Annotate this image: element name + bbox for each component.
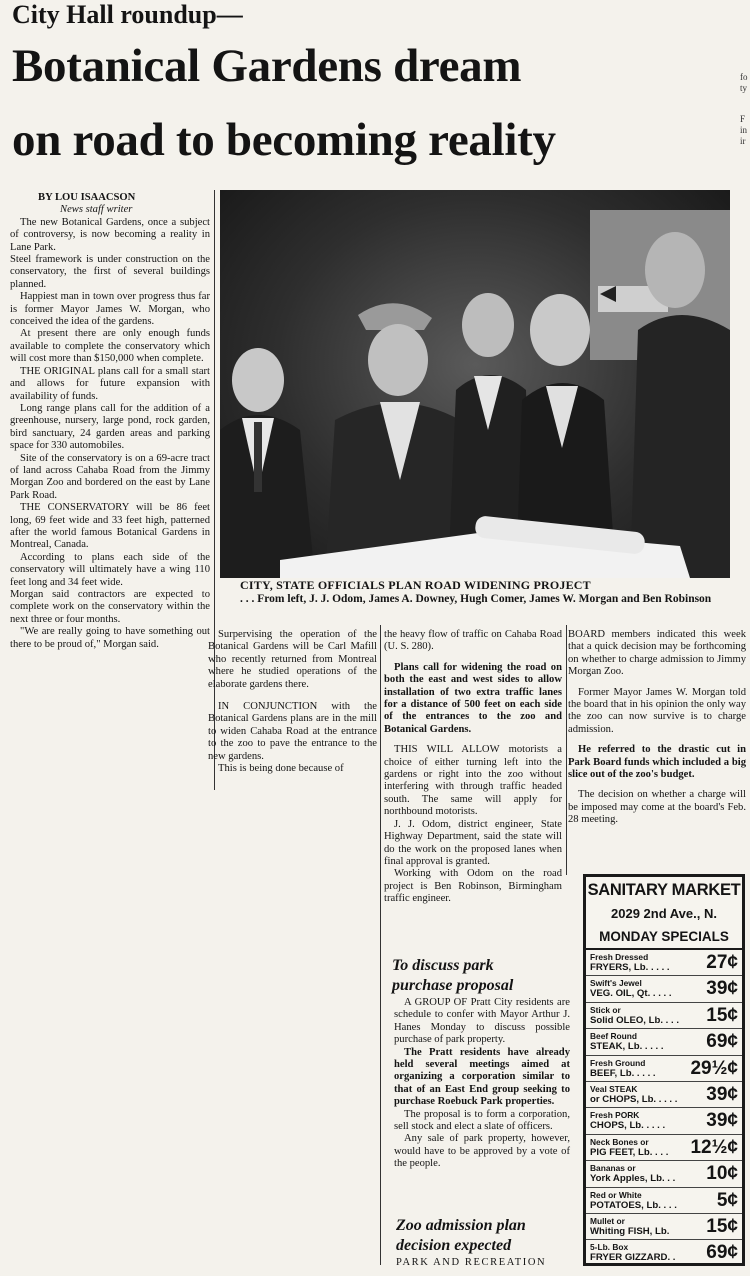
ad-specials-heading: MONDAY SPECIALS [586, 928, 742, 950]
paragraph-bold: Plans call for widening the road on both the east and west sides to allow installation of two extra traffic lanes for a distance of 500 feet on each side of the entrances to the zoo and Botanical Gardens. [384, 661, 562, 735]
news-photo [220, 190, 730, 578]
paragraph: The decision on whether a charge will be imposed may come at the board's Feb. 28 meeting. [568, 789, 746, 826]
edge-fragment: ty [740, 83, 748, 93]
paragraph: Former Mayor James W. Morgan told the board that in his opinion the only way the zoo can now survive is to charge admission. [568, 686, 746, 735]
ad-item-line2: PIG FEET, Lb. . . . [590, 1146, 669, 1158]
ad-item-line1: Bananas or [590, 1163, 636, 1174]
ad-item-line2: POTATOES, Lb. . . . [590, 1199, 677, 1211]
paragraph: A GROUP OF Pratt City residents are schedule to confer with Mayor Arthur J. Hanes Monday to discuss possible purchase of park property. [394, 997, 570, 1046]
edge-fragment: ir [740, 136, 746, 146]
article-column-1 [10, 192, 210, 651]
ad-item-line2: STEAK, Lb. . . . . [590, 1041, 664, 1053]
zoo-story [396, 1216, 580, 1269]
ad-item-price: 12½¢ [690, 1136, 738, 1158]
headline-line-2: on road to becoming reality [12, 114, 556, 166]
ad-item-line2: Solid OLEO, Lb. . . . [590, 1014, 680, 1026]
ad-item-line1: Swift's Jewel [590, 978, 642, 989]
ad-item [586, 1135, 742, 1161]
paragraph: Morgan said contractors are expected to complete work on the conservatory within the next three or four months. [10, 589, 210, 625]
ad-item-price: 5¢ [716, 1189, 738, 1211]
ad-item-line1: Beef Round [590, 1031, 637, 1042]
article-column-3 [384, 629, 562, 906]
byline: BY LOU ISAACSON [38, 192, 136, 203]
paragraph-bold: The Pratt residents have already held several meetings aimed at organizing a corporation similar to that of an East End group seeking to purchase Roebuck Park properties. [394, 1046, 570, 1108]
byline-subtitle: News staff writer [60, 204, 133, 216]
edge-fragment: F [740, 114, 746, 124]
photo-caption-title: CITY, STATE OFFICIALS PLAN ROAD WIDENING PROJECT [240, 578, 591, 592]
paragraph: J. J. Odom, district engineer, State Highway Department, said the state will do the work on the proposed lanes when final approval is granted. [384, 818, 562, 867]
zoo-story-headline-2: decision expected [396, 1237, 512, 1254]
ad-item-price: 27¢ [706, 952, 738, 973]
ad-item-line1: Fresh PORK [590, 1110, 640, 1121]
ad-address: 2029 2nd Ave., N. [611, 906, 717, 921]
ad-item [586, 1240, 742, 1265]
ad-item-line2: FRYERS, Lb. . . . . [590, 962, 670, 973]
ad-item-price: 15¢ [706, 1004, 738, 1026]
paragraph: Working with Odom on the road project is Ben Robinson, Birmingham traffic engineer. [384, 868, 562, 905]
ad-item [586, 1214, 742, 1240]
park-story-body [394, 997, 570, 1171]
paragraph: Steel framework is under construction on the conservatory, the first of several buildings planned. [10, 254, 210, 290]
paragraph: Happiest man in town over progress thus far is former Mayor James W. Morgan, who conceived the idea of the gardens. [10, 291, 210, 328]
ad-item [586, 1188, 742, 1214]
park-story-headline-1: To discuss park [392, 957, 494, 974]
paragraph: This is being done because of [218, 763, 344, 775]
ad-item-line1: Neck Bones or [590, 1136, 649, 1147]
paragraph-bold: He referred to the drastic cut in Park Board funds which included a big slice out of the zoo's budget. [568, 744, 746, 781]
ad-item-line1: Fresh Ground [590, 1057, 646, 1068]
article-column-2 [208, 629, 377, 775]
ad-item-line2: York Apples, Lb. . . [590, 1173, 676, 1185]
ad-item-line1: 5-Lb. Box [590, 1242, 629, 1253]
ad-title: SANITARY MARKET [587, 881, 741, 899]
ad-item [586, 1108, 742, 1134]
sanitary-market-ad [583, 874, 745, 1266]
park-story [392, 956, 576, 996]
ad-item-price: 69¢ [706, 1031, 738, 1053]
ad-item-line1: Fresh Dressed [590, 952, 649, 962]
ad-item [586, 1082, 742, 1108]
ad-item-line2: FRYER GIZZARD. . [590, 1252, 676, 1264]
adjacent-column-fragments [740, 72, 748, 147]
paragraph: Site of the conservatory is on a 69-acre tract of land across Cahaba Road from the Jimmy Morgan Zoo and bordered on the east by Lane Park Road. [10, 452, 210, 501]
paragraph: Long range plans call for the addition of a greenhouse, nursery, large pond, rock garden, bird sanctuary, 24 garden areas and parking space for 330 automobiles. [10, 402, 210, 452]
paragraph: THE ORIGINAL plans call for a small start and allows for future expansion with availability of funds. [10, 365, 210, 402]
ad-item-line2: Whiting FISH, Lb. [590, 1225, 670, 1237]
paragraph: BOARD members indicated this week that a quick decision may be forthcoming on whether to charge admission to Jimmy Morgan Zoo. [568, 629, 746, 678]
ad-item [586, 1056, 742, 1082]
column-rule [566, 625, 567, 875]
paragraph: According to plans each side of the conservatory will ultimately have a wing 110 feet long and 34 feet wide. [10, 551, 210, 588]
paragraph: The new Botanical Gardens, once a subject of controversy, is now becoming a reality in Lane Park. [10, 216, 210, 253]
ad-item [586, 950, 742, 976]
ad-item-price: 15¢ [706, 1215, 738, 1237]
photo-caption-body: . . . From left, J. J. Odom, James A. Downey, Hugh Comer, James W. Morgan and Ben Robinson [240, 593, 712, 605]
zoo-story-lead: PARK AND RECREATION [396, 1257, 547, 1268]
paragraph: the heavy flow of traffic on Cahaba Road (U. S. 280). [384, 629, 562, 653]
headline-line-1: Botanical Gardens dream [12, 40, 522, 92]
ad-item-price: 39¢ [706, 1110, 738, 1132]
paragraph: THIS WILL ALLOW motorists a choice of either turning left into the gardens or right into the zoo without interfering with through traffic headed south. The same will apply for northbound motorists. [384, 744, 562, 818]
ad-item-line1: Mullet or [590, 1215, 625, 1226]
ad-item-line1: Red or White [590, 1189, 642, 1200]
paragraph: Any sale of park property, however, would have to be approved by a vote of the people. [394, 1133, 570, 1170]
ad-item-line2: VEG. OIL, Qt. . . . . [590, 988, 672, 1000]
section-kicker: City Hall roundup— [12, 0, 243, 29]
ad-item-line2: or CHOPS, Lb. . . . . [590, 1093, 678, 1105]
photo-illustration [220, 190, 730, 578]
ad-item [586, 976, 742, 1002]
ad-item-price: 10¢ [706, 1163, 738, 1185]
column-rule [380, 625, 381, 1265]
park-story-headline-2: purchase proposal [392, 977, 514, 994]
paragraph: IN CONJUNCTION with the Botanical Gardens plans are in the mill to widen Cahaba Road at the entrance to the zoo to pave the entrance to the new gardens. [208, 701, 377, 762]
ad-item-line1: Veal STEAK [590, 1083, 638, 1094]
paragraph: "We are really going to have something out there to be proud of," Morgan said. [10, 626, 210, 650]
ad-item [586, 1029, 742, 1055]
ad-item-price: 29½¢ [690, 1057, 738, 1079]
article-column-4 [568, 629, 746, 827]
ad-item-line2: CHOPS, Lb. . . . . [590, 1120, 666, 1132]
ad-item-price: 69¢ [706, 1242, 738, 1264]
edge-fragment: fo [740, 72, 748, 82]
ad-item [586, 1003, 742, 1029]
paragraph: Surpervising the operation of the Botanical Gardens will be Carl Mafill who recently returned from Montreal where he studied operations of the elaborate gardens there. [208, 629, 377, 690]
zoo-story-headline-1: Zoo admission plan [396, 1217, 526, 1234]
ad-item-price: 39¢ [706, 978, 738, 1000]
ad-item [586, 1161, 742, 1187]
paragraph: THE CONSERVATORY will be 86 feet long, 69 feet wide and 33 feet high, patterned after the world famous Botanical Gardens in Montreal, Canada. [10, 502, 210, 551]
ad-item-line1: Stick or [590, 1004, 621, 1015]
paragraph: At present there are only enough funds available to complete the conservatory which will cost more than $150,000 when complete. [10, 328, 210, 365]
ad-item-price: 39¢ [706, 1083, 738, 1105]
ad-item-line2: BEEF, Lb. . . . . [590, 1067, 656, 1079]
paragraph: The proposal is to form a corporation, sell stock and elect a slate of officers. [394, 1108, 570, 1133]
edge-fragment: in [740, 125, 748, 135]
